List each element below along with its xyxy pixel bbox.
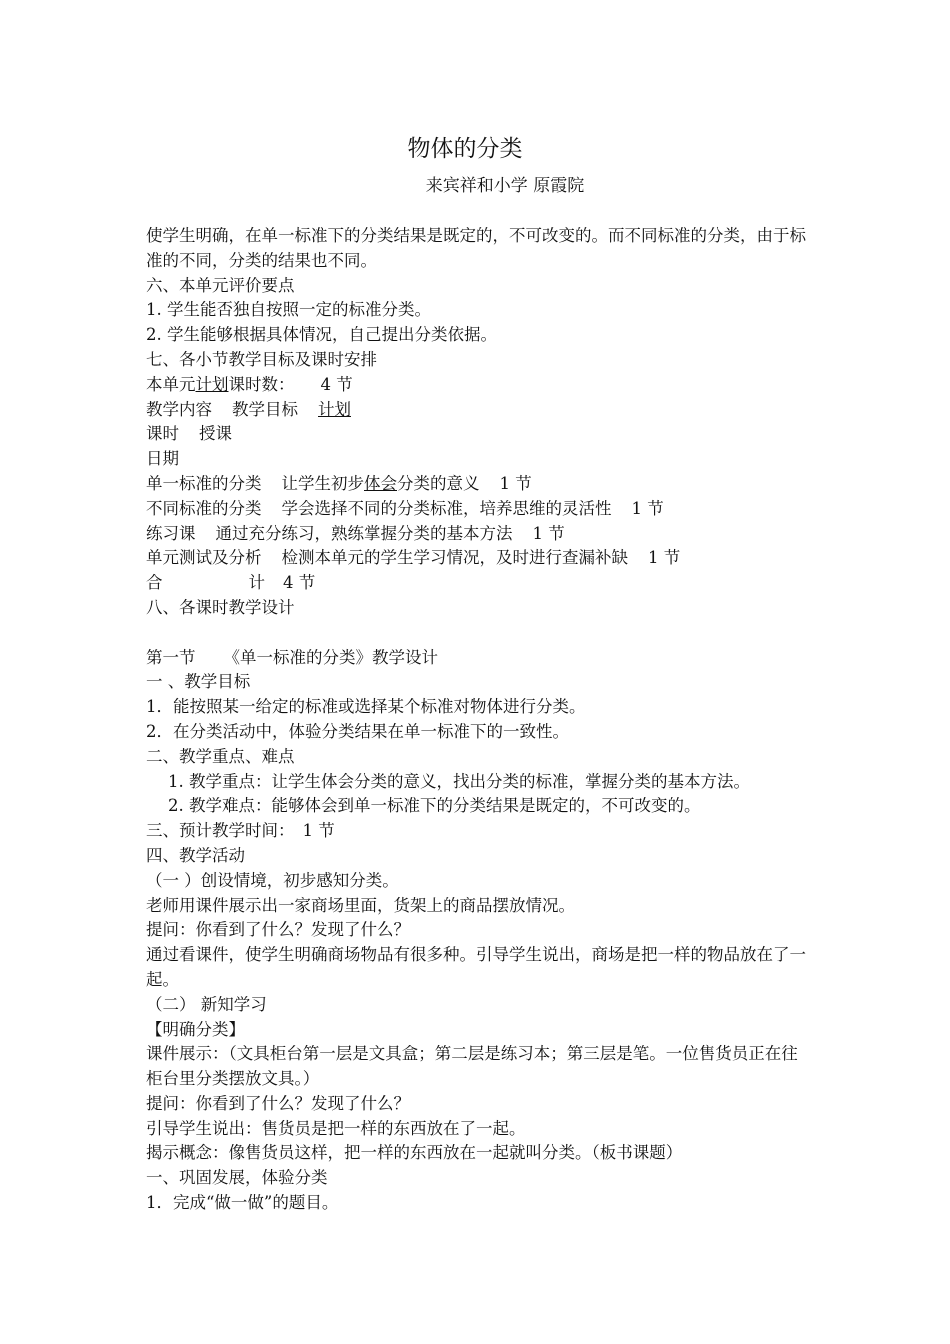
activity-line: 揭示概念：像售货员这样，把一样的东西放在一起就叫分类。（板书课题） bbox=[146, 1143, 683, 1163]
goal-item: 2．在分类活动中，体验分类结果在单一标准下的一致性。 bbox=[146, 721, 569, 741]
table-header-row-3 bbox=[146, 447, 810, 472]
table-header-content: 教学内容 bbox=[146, 399, 212, 419]
table-row bbox=[146, 497, 810, 522]
activity-line: 引导学生说出：售货员是把一样的东西放在了一起。 bbox=[146, 1118, 526, 1138]
row-content: 单元测试及分析 bbox=[146, 548, 262, 568]
row-goal-post: 分类的意义 bbox=[397, 473, 480, 493]
row-hours: 1 节 bbox=[532, 523, 565, 543]
row-goal: 让学生初步 bbox=[281, 473, 364, 493]
goal-item: 1．能按照某一给定的标准或选择某个标准对物体进行分类。 bbox=[146, 697, 586, 717]
table-header-row-2 bbox=[146, 422, 810, 447]
table-row bbox=[146, 472, 810, 497]
total-value: 4 节 bbox=[283, 573, 316, 593]
activity-2-heading: （二） 新知学习 bbox=[146, 994, 267, 1014]
row-content: 不同标准的分类 bbox=[146, 498, 262, 518]
activity-line: 提问：你看到了什么？发现了什么？ bbox=[146, 1093, 410, 1113]
lesson-number: 第一节 bbox=[146, 647, 196, 667]
table-header-teach: 授课 bbox=[199, 424, 232, 444]
intro-paragraph: 使学生明确，在单一标准下的分类结果是既定的，不可改变的。而不同标准的分类，由于标准的不同，分类的结果也不同。 bbox=[146, 226, 806, 270]
row-goal: 通过充分练习，熟练掌握分类的基本方法 bbox=[215, 523, 513, 543]
section-6-heading: 六、本单元评价要点 bbox=[146, 275, 295, 295]
row-hours: 1 节 bbox=[499, 473, 532, 493]
blank-line bbox=[146, 621, 810, 646]
table-header-goal: 教学目标 bbox=[232, 399, 298, 419]
goal-heading: 一 、教学目标 bbox=[146, 672, 251, 692]
activity-3-heading: 一、巩固发展，体验分类 bbox=[146, 1168, 328, 1188]
plan-value: 4 节 bbox=[320, 374, 353, 394]
table-header-row bbox=[146, 398, 810, 423]
row-content: 单一标准的分类 bbox=[146, 473, 262, 493]
document-title: 物体的分类 bbox=[407, 136, 523, 162]
total-label-a: 合 bbox=[146, 573, 163, 593]
key-item: 2. 教学难点：能够体会到单一标准下的分类结果是既定的，不可改变的。 bbox=[168, 796, 701, 816]
activity-line: 老师用课件展示出一家商场里面，货架上的商品摆放情况。 bbox=[146, 895, 575, 915]
row-goal-underlined: 体会 bbox=[364, 473, 397, 493]
table-row bbox=[146, 522, 810, 547]
section-6-item: 1. 学生能否独自按照一定的标准分类。 bbox=[146, 300, 431, 320]
row-goal: 学会选择不同的分类标准，培养思维的灵活性 bbox=[281, 498, 612, 518]
section-7-heading: 七、各小节教学目标及课时安排 bbox=[146, 349, 377, 369]
document-body bbox=[146, 224, 810, 1216]
activity-paragraph: 通过看课件，使学生明确商场物品有很多种。引导学生说出，商场是把一样的物品放在了一起。 bbox=[146, 945, 806, 989]
activity-2-subheading: 【明确分类】 bbox=[146, 1019, 245, 1039]
key-heading: 二、教学重点、难点 bbox=[146, 746, 295, 766]
row-goal: 检测本单元的学生学习情况，及时进行查漏补缺 bbox=[281, 548, 628, 568]
document-author: 来宾祥和小学 原霞院 bbox=[425, 176, 585, 196]
row-content: 练习课 bbox=[146, 523, 196, 543]
activity-line: 提问：你看到了什么？发现了什么？ bbox=[146, 920, 410, 940]
plan-label-pre: 本单元 bbox=[146, 374, 196, 394]
table-header-plan: 计划 bbox=[318, 399, 351, 419]
lesson-heading bbox=[146, 646, 810, 671]
section-8-heading: 八、各课时教学设计 bbox=[146, 597, 295, 617]
row-hours: 1 节 bbox=[631, 498, 664, 518]
plan-label-underlined: 计划 bbox=[195, 374, 229, 394]
activity-heading: 四、教学活动 bbox=[146, 845, 245, 865]
table-total-row bbox=[146, 571, 810, 596]
time-value: 1 节 bbox=[302, 821, 335, 841]
total-label-b: 计 bbox=[248, 573, 265, 593]
table-row bbox=[146, 546, 810, 571]
time-heading: 三、预计教学时间： bbox=[146, 821, 295, 841]
activity-line: 1．完成“做一做”的题目。 bbox=[146, 1193, 339, 1213]
activity-paragraph: 课件展示：（文具柜台第一层是文具盒；第二层是练习本；第三层是笔。一位售货员正在往柜台里分类摆放文具。） bbox=[146, 1044, 798, 1089]
key-item: 1. 教学重点：让学生体会分类的意义，找出分类的标准，掌握分类的基本方法。 bbox=[168, 771, 750, 791]
table-header-hours: 课时 bbox=[146, 424, 179, 444]
activity-1-heading: （一 ）创设情境，初步感知分类。 bbox=[146, 870, 399, 890]
table-header-date: 日期 bbox=[146, 449, 179, 469]
time-line bbox=[146, 819, 810, 844]
lesson-title: 《单一标准的分类》教学设计 bbox=[223, 647, 438, 667]
section-6-item: 2. 学生能够根据具体情况，自己提出分类依据。 bbox=[146, 325, 497, 345]
plan-label-post: 课时数： bbox=[228, 374, 295, 394]
unit-plan-line bbox=[146, 373, 810, 398]
row-hours: 1 节 bbox=[648, 548, 681, 568]
